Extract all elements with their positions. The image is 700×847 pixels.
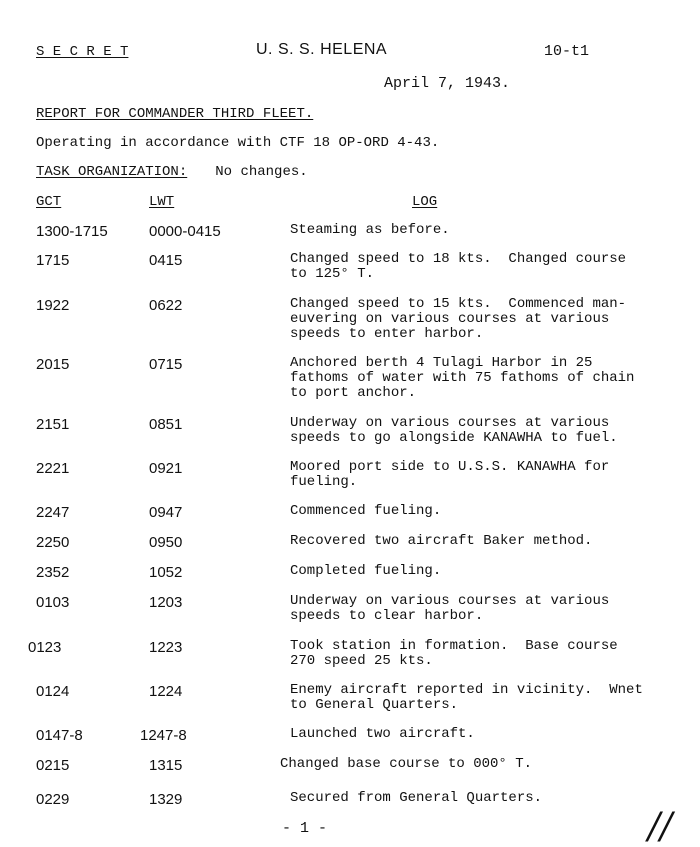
log-row-gct: 0103 — [36, 594, 70, 611]
log-row-entry: Anchored berth 4 Tulagi Harbor in 25 fathoms of water with 75 fathoms of chain to port anchor. — [290, 355, 635, 401]
log-row-lwt: 0415 — [149, 252, 183, 269]
log-row-gct: 1300-1715 — [36, 223, 108, 240]
log-row-entry: Took station in formation. Base course 270 speed 25 kts. — [290, 638, 618, 669]
log-row-entry: Launched two aircraft. — [290, 726, 475, 742]
classification-mark: S E C R E T — [36, 44, 129, 60]
log-row-lwt: 0921 — [149, 460, 183, 477]
log-row-lwt: 0622 — [149, 297, 183, 314]
log-row-entry: Changed speed to 18 kts. Changed course to 125° T. — [290, 251, 627, 282]
report-title: REPORT FOR COMMANDER THIRD FLEET. — [36, 106, 314, 122]
log-row-gct: 0147-8 — [36, 727, 83, 744]
log-row-lwt: 1203 — [149, 594, 183, 611]
log-row-entry: Commenced fueling. — [290, 503, 442, 519]
log-row-entry: Completed fueling. — [290, 563, 442, 579]
log-row-entry: Steaming as before. — [290, 222, 450, 238]
log-row-lwt: 1315 — [149, 757, 183, 774]
log-row-entry: Recovered two aircraft Baker method. — [290, 533, 593, 549]
log-row-gct: 2151 — [36, 416, 70, 433]
log-row-gct: 2250 — [36, 534, 70, 551]
log-row-lwt: 0000-0415 — [149, 223, 221, 240]
report-title-line — [36, 106, 313, 122]
log-row-lwt: 0715 — [149, 356, 183, 373]
document-number: 10-t1 — [544, 43, 590, 60]
log-row-lwt: 0947 — [149, 504, 183, 521]
log-row-lwt: 0851 — [149, 416, 183, 433]
log-row-gct: 1922 — [36, 297, 70, 314]
ship-name: U. S. S. HELENA — [256, 41, 388, 58]
log-row-gct: 0124 — [36, 683, 70, 700]
log-row-gct: 1715 — [36, 252, 70, 269]
log-row-gct: 0123 — [28, 639, 62, 656]
log-row-lwt: 0950 — [149, 534, 183, 551]
log-row-lwt: 1247-8 — [140, 727, 187, 744]
log-row-entry: Changed speed to 15 kts. Commenced man- euvering on various courses at various speeds to enter harbor. — [290, 296, 627, 342]
log-row-gct: 0215 — [36, 757, 70, 774]
report-date: April 7, 1943. — [384, 75, 511, 92]
operating-orders: Operating in accordance with CTF 18 OP-ORD 4-43. — [36, 135, 440, 151]
log-row-entry: Underway on various courses at various speeds to go alongside KANAWHA to fuel. — [290, 415, 618, 446]
column-header-lwt: LWT — [149, 194, 175, 210]
log-row-gct: 0229 — [36, 791, 70, 808]
log-row-entry: Changed base course to 000° T. — [280, 756, 533, 772]
task-org-label: TASK ORGANIZATION: — [36, 164, 188, 180]
column-header-gct: GCT — [36, 194, 62, 210]
log-row-lwt: 1329 — [149, 791, 183, 808]
log-row-gct: 2221 — [36, 460, 70, 477]
log-row-entry: Moored port side to U.S.S. KANAWHA for fueling. — [290, 459, 610, 490]
log-row-lwt: 1052 — [149, 564, 183, 581]
column-header-log: LOG — [412, 194, 438, 210]
log-row-lwt: 1223 — [149, 639, 183, 656]
log-row-entry: Enemy aircraft reported in vicinity. Wnet to General Quarters. — [290, 682, 643, 713]
log-row-gct: 2015 — [36, 356, 70, 373]
log-row-entry: Secured from General Quarters. — [290, 790, 543, 806]
task-organization — [36, 164, 308, 180]
log-row-entry: Underway on various courses at various speeds to clear harbor. — [290, 593, 610, 624]
log-row-gct: 2247 — [36, 504, 70, 521]
task-org-value: No changes. — [215, 164, 308, 180]
page-number: - 1 - — [282, 820, 328, 837]
log-row-gct: 2352 — [36, 564, 70, 581]
handwritten-mark: // — [648, 806, 673, 847]
log-row-lwt: 1224 — [149, 683, 183, 700]
